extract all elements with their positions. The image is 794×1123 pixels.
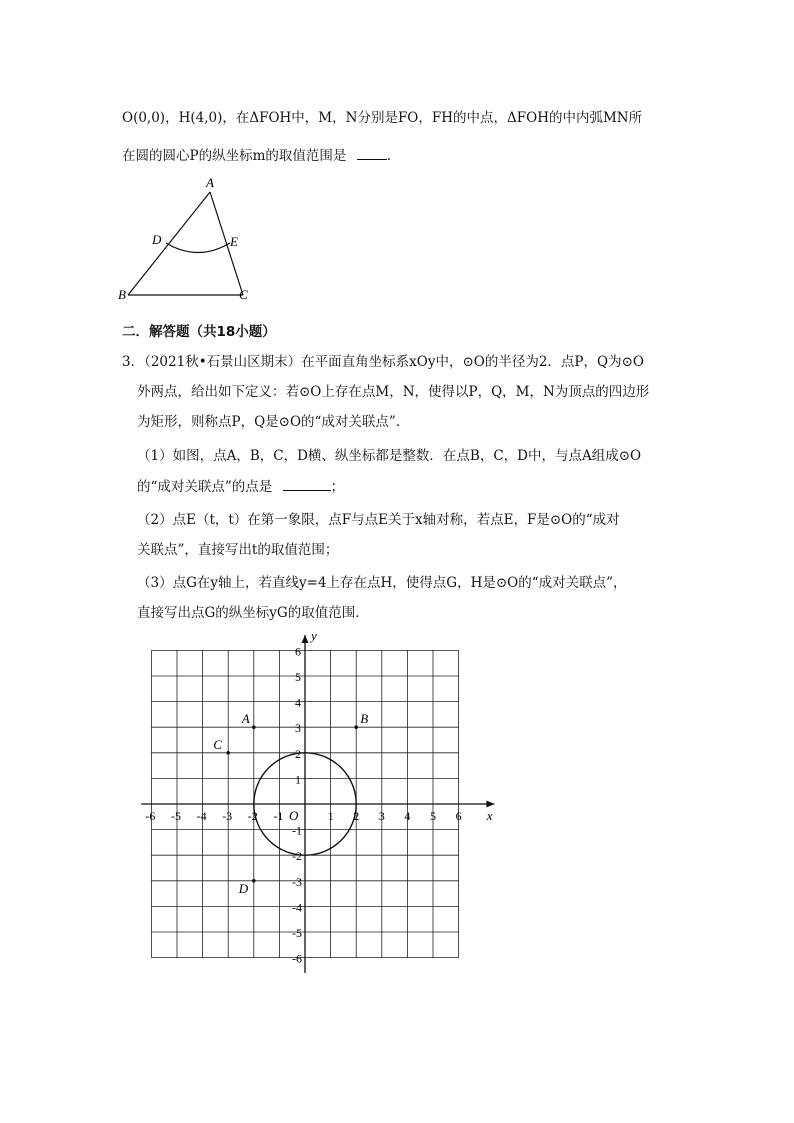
problem3-line2: 外两点，给出如下定义：若⊙O上存在点M，N，使得以P，Q，M，N为顶点的四边形: [137, 384, 650, 400]
x-tick-label: -3: [222, 809, 233, 823]
y-tick-label: -6: [292, 951, 302, 966]
y-tick-label: 5: [295, 670, 301, 684]
problem3-q1-line2: [137, 476, 344, 497]
x-tick-label: 3: [378, 809, 385, 823]
x-tick-label: 6: [455, 809, 462, 823]
x-tick-label: 4: [404, 809, 411, 823]
problem3-q1-line1: （1）如图，点A，B，C，D横、纵坐标都是整数．在点B，C，D中，与点A组成⊙O: [137, 448, 642, 464]
q1-text: 的“成对关联点”的点是: [137, 479, 273, 495]
point-B: [354, 725, 358, 729]
problem3-line1: 3．（2021秋•石景山区期末）在平面直角坐标系xOy中，⊙O的半径为2．点P，Q为⊙O: [122, 354, 644, 370]
y-tick-label: 1: [295, 772, 301, 787]
x-tick-label: -4: [196, 809, 207, 823]
q1-end: ；: [330, 479, 345, 495]
x-tick-label: -5: [171, 809, 181, 823]
problem3-q2-line1: （2）点E（t，t）在第一象限，点F与点E关于x轴对称，若点E，F是⊙O的“成对: [137, 512, 620, 528]
answer-blank: [357, 145, 387, 160]
y-tick-label: 4: [295, 695, 301, 710]
y-tick-label: -4: [292, 900, 302, 915]
x-tick-label: 1: [327, 809, 334, 823]
y-tick-label: -3: [292, 874, 302, 889]
y-axis-label: y: [311, 628, 317, 644]
x-axis-label: x: [486, 808, 493, 823]
problem2-line2-text: 在圆的圆心P的纵坐标m的取值范围是: [122, 148, 347, 164]
label-D: D: [152, 232, 162, 247]
x-tick-label: -1: [273, 809, 284, 823]
x-tick-label: 2: [353, 809, 360, 823]
problem2-line2: [122, 145, 391, 166]
coordinate-grid-figure: [130, 628, 510, 978]
y-tick-label: -5: [292, 926, 302, 940]
origin-label: O: [289, 808, 299, 823]
section-title: 二．解答题（共18小题）: [122, 324, 276, 340]
problem2-line1: O(0,0)，H(4,0)，在ΔFOH中，M，N分别是FO，FH的中点，ΔFOH的中内弧MN所: [122, 110, 643, 126]
problem3-q3-line1: （3）点G在y轴上，若直线y=4上存在点H，使得点G，H是⊙O的“成对关联点”，: [137, 575, 627, 591]
y-tick-label: -2: [292, 849, 302, 864]
problem3-q3-line2: 直接写出点G的纵坐标yG的取值范围．: [137, 605, 369, 621]
point-label-D: D: [238, 880, 249, 896]
x-axis-arrow: [486, 801, 494, 808]
label-C: C: [239, 287, 248, 302]
tick-labels: [145, 644, 461, 965]
axes: [141, 635, 494, 973]
point-label-C: C: [213, 736, 222, 752]
problem3-line3: 为矩形，则称点P，Q是⊙O的“成对关联点”．: [137, 414, 410, 430]
y-axis-arrow: [302, 635, 309, 643]
x-tick-label: -2: [247, 809, 258, 823]
label-E: E: [230, 234, 238, 249]
problem2-line2-end: .: [386, 148, 391, 164]
y-tick-label: -1: [292, 823, 302, 838]
point-C: [226, 751, 230, 755]
label-A: A: [206, 175, 214, 190]
point-label-B: B: [360, 711, 369, 727]
q1-answer-blank: [283, 476, 331, 491]
y-tick-label: 2: [295, 746, 301, 761]
y-tick-label: 3: [295, 721, 301, 736]
label-B: B: [118, 287, 126, 302]
point-A: [252, 725, 256, 729]
point-label-A: A: [241, 711, 250, 727]
x-tick-label: 5: [430, 809, 436, 823]
point-D: [252, 879, 256, 883]
y-tick-label: 6: [295, 644, 301, 659]
triangle-figure: [110, 170, 270, 310]
x-tick-label: -6: [145, 809, 156, 823]
problem3-q2-line2: 关联点”，直接写出t的取值范围；: [137, 542, 339, 558]
